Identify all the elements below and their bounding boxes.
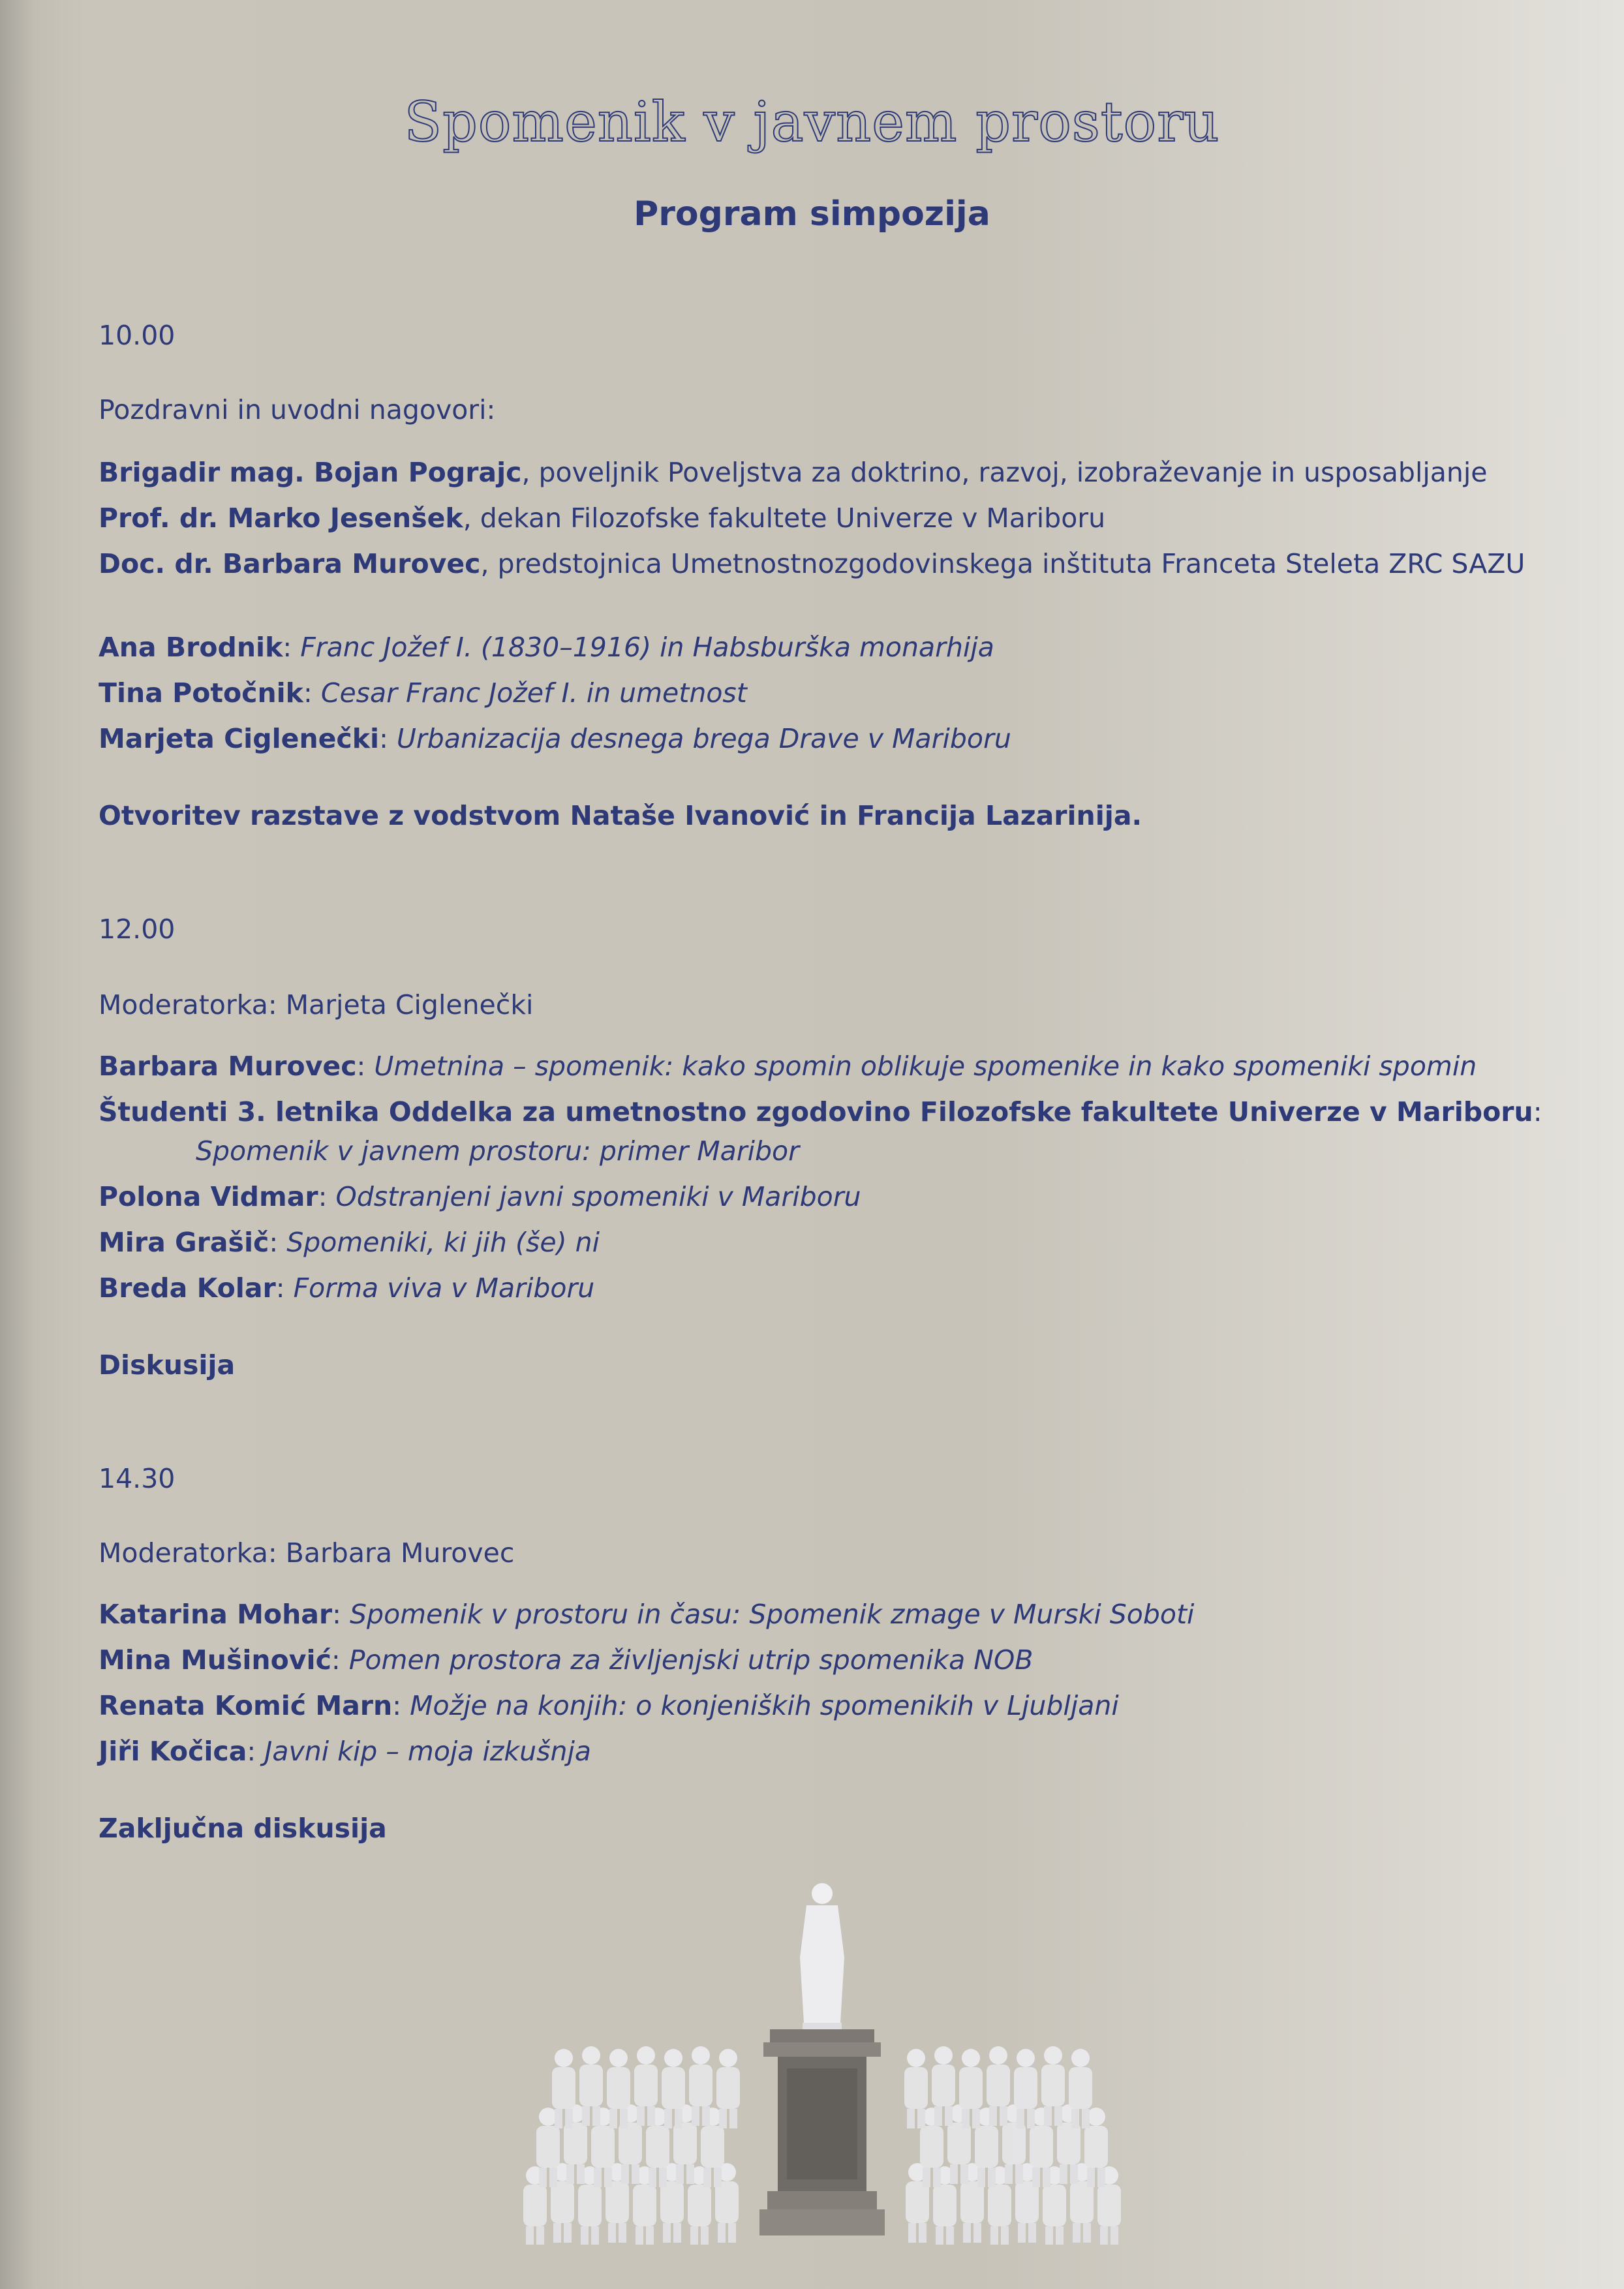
monument-illustration [509,1879,1135,2245]
page-title: Spomenik v javnem prostoru [404,90,1220,154]
speaker-name: Polona Vidmar [99,1181,318,1212]
speaker-name: Marjeta Ciglenečki [99,723,380,754]
emperor-statue [800,1883,844,2029]
speaker-name: Tina Potočnik [99,677,303,709]
speaker-name: Brigadir mag. Bojan Pograjc [99,457,522,488]
greeting-line [99,545,1525,582]
speaker-name: Jiři Kočica [99,1736,247,1767]
greetings-intro: Pozdravni in uvodni nagovori: [99,394,496,425]
monument-pedestal [759,2029,885,2235]
moderator-line: Moderatorka: Marjeta Ciglenečki [99,989,534,1021]
session-time-3: 14.30 [99,1463,176,1494]
speaker-role: , poveljnik Poveljstva za doktrino, razvoj, izobraževanje in usposabljanje [521,457,1488,488]
talk-title: Javni kip – moja izkušnja [264,1736,591,1767]
page-subtitle: Program simpozija [634,194,990,234]
moderator-line: Moderatorka: Barbara Murovec [99,1537,515,1569]
students-line: Študenti 3. letnika Oddelka za umetnostno zgodovino Filozofske fakultete Univerze v Mariboru: [99,1096,1542,1128]
speaker-name: Doc. dr. Barbara Murovec [99,548,481,579]
session-time-1: 10.00 [99,320,176,351]
talk-title: Spomenik v javnem prostoru: primer Maribor [196,1135,799,1167]
speaker-name: Breda Kolar [99,1272,276,1304]
talk-title: Pomen prostora za življenjski utrip spomenika NOB [348,1644,1034,1676]
talk-title-indented [196,1133,799,1169]
speaker-name: Barbara Murovec [99,1051,357,1082]
talk-line: Jiři Kočica: Javni kip – moja izkušnja [99,1736,591,1767]
speaker-name: Mira Grašič [99,1227,269,1258]
talk-line: Ana Brodnik: Franc Jožef I. (1830–1916) in Habsburška monarhija [99,632,994,663]
talk-line: Mina Mušinović: Pomen prostora za življenjski utrip spomenika NOB [99,1644,1034,1676]
talk-line: Tina Potočnik: Cesar Franc Jožef I. in umetnost [99,677,747,709]
talk-line: Marjeta Ciglenečki: Urbanizacija desnega brega Drave v Mariboru [99,723,1011,754]
speaker-name: Katarina Mohar [99,1599,333,1630]
talk-title: Spomeniki, ki jih (še) ni [286,1227,600,1258]
talk-line: Katarina Mohar: Spomenik v prostoru in času: Spomenik zmage v Murski Soboti [99,1599,1195,1630]
final-discussion-label: Zaključna diskusija [99,1813,387,1844]
discussion-label: Diskusija [99,1349,236,1381]
talk-title: Franc Jožef I. (1830–1916) in Habsburška monarhija [300,632,994,663]
session-time-2: 12.00 [99,914,176,945]
talk-title: Umetnina – spomenik: kako spomin oblikuje spomenike in kako spomeniki spomin [374,1051,1477,1082]
greeting-line [99,500,1105,536]
talk-title: Spomenik v prostoru in času: Spomenik zmage v Murski Soboti [350,1599,1195,1630]
talk-line: Polona Vidmar: Odstranjeni javni spomeniki v Mariboru [99,1181,861,1212]
talk-line: Mira Grašič: Spomeniki, ki jih (še) ni [99,1227,600,1258]
talk-title: Odstranjeni javni spomeniki v Mariboru [335,1181,861,1212]
speaker-name: Študenti 3. letnika Oddelka za umetnostno zgodovino Filozofske fakultete Univerze v Mariboru [99,1096,1533,1128]
talk-title: Možje na konjih: o konjeniških spomenikih v Ljubljani [410,1690,1119,1721]
greeting-line [99,454,1487,491]
speaker-name: Mina Mušinović [99,1644,331,1676]
talk-title: Urbanizacija desnega brega Drave v Mariboru [396,723,1011,754]
speaker-role: , predstojnica Umetnostnozgodovinskega inštituta Franceta Steleta ZRC SAZU [480,548,1525,579]
speaker-name: Ana Brodnik [99,632,283,663]
talk-line: Renata Komić Marn: Možje na konjih: o konjeniških spomenikih v Ljubljani [99,1690,1119,1721]
talk-line: Barbara Murovec: Umetnina – spomenik: kako spomin oblikuje spomenike in kako spomeniki spomin [99,1051,1477,1082]
exhibition-opening: Otvoritev razstave z vodstvom Nataše Ivanović in Francija Lazarinija. [99,800,1142,831]
talk-title: Forma viva v Mariboru [293,1272,595,1304]
talk-line: Breda Kolar: Forma viva v Mariboru [99,1272,595,1304]
speaker-name: Renata Komić Marn [99,1690,393,1721]
speaker-name: Prof. dr. Marko Jesenšek [99,502,463,534]
talk-title: Cesar Franc Jožef I. in umetnost [320,677,747,709]
speaker-role: , dekan Filozofske fakultete Univerze v Mariboru [463,502,1106,534]
